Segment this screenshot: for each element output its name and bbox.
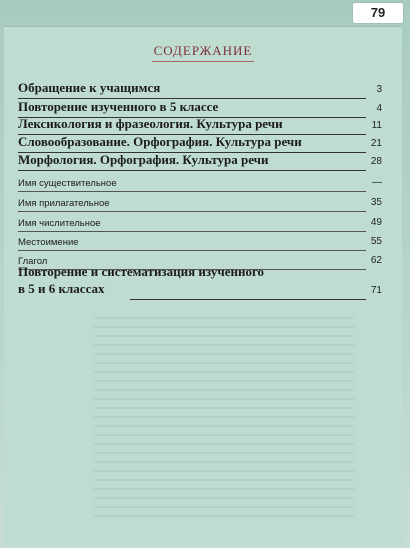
entry-rule bbox=[130, 299, 366, 300]
toc-entry-page: 28 bbox=[370, 156, 382, 167]
contents-title: СОДЕРЖАНИЕ bbox=[153, 43, 253, 58]
toc-subentry[interactable] bbox=[18, 211, 382, 229]
toc-subentry-page: 62 bbox=[370, 255, 382, 266]
toc-entry-page: 3 bbox=[376, 84, 382, 95]
toc-entry-page: 11 bbox=[371, 120, 382, 131]
contents-panel bbox=[4, 26, 402, 546]
toc-entry-label: Обращение к учащимся bbox=[18, 80, 161, 95]
page-number: 79 bbox=[352, 2, 404, 24]
toc-subentry-page: 35 bbox=[370, 197, 382, 208]
toc-entry-page: 71 bbox=[370, 285, 382, 296]
toc-entry-page: 4 bbox=[376, 103, 382, 114]
toc-entry-label: Морфология. Орфография. Культура речи bbox=[18, 152, 269, 167]
toc-subentry-page: — bbox=[372, 177, 382, 188]
title-underline bbox=[152, 61, 254, 62]
toc-subentry-label: Имя прилагательное bbox=[18, 198, 110, 209]
toc-entry-label: Лексикология и фразеология. Культура речи bbox=[18, 116, 283, 131]
toc-entry[interactable] bbox=[18, 150, 382, 168]
toc-subentry-page: 55 bbox=[370, 236, 382, 247]
toc-entry-label: Повторение изученного в 5 классе bbox=[18, 99, 219, 114]
toc-entry-label: в 5 и 6 классах bbox=[18, 281, 105, 296]
toc-subentry-label: Глагол bbox=[18, 256, 48, 267]
toc-entry[interactable] bbox=[18, 132, 382, 150]
toc-final-entry-line1[interactable] bbox=[18, 262, 382, 280]
toc-subentry[interactable] bbox=[18, 230, 382, 248]
show-through-lines bbox=[94, 317, 354, 517]
toc-subentry-label: Имя числительное bbox=[18, 218, 101, 229]
toc-subentry-label: Имя существительное bbox=[18, 178, 117, 189]
toc-final-entry-line2[interactable] bbox=[18, 279, 382, 297]
toc-entry[interactable] bbox=[18, 114, 382, 132]
toc-subentry-page: 49 bbox=[370, 217, 382, 228]
toc-entry-label: Повторение и систематизация изученного bbox=[18, 264, 265, 279]
toc-entry[interactable] bbox=[18, 97, 382, 115]
toc-entry-label: Словообразование. Орфография. Культура речи bbox=[18, 134, 302, 149]
toc-entry-page: 21 bbox=[370, 138, 382, 149]
toc-subentry[interactable] bbox=[18, 171, 382, 189]
toc-subentry-label: Местоимение bbox=[18, 237, 79, 248]
toc-entry[interactable] bbox=[18, 78, 382, 96]
toc-subentry[interactable] bbox=[18, 191, 382, 209]
